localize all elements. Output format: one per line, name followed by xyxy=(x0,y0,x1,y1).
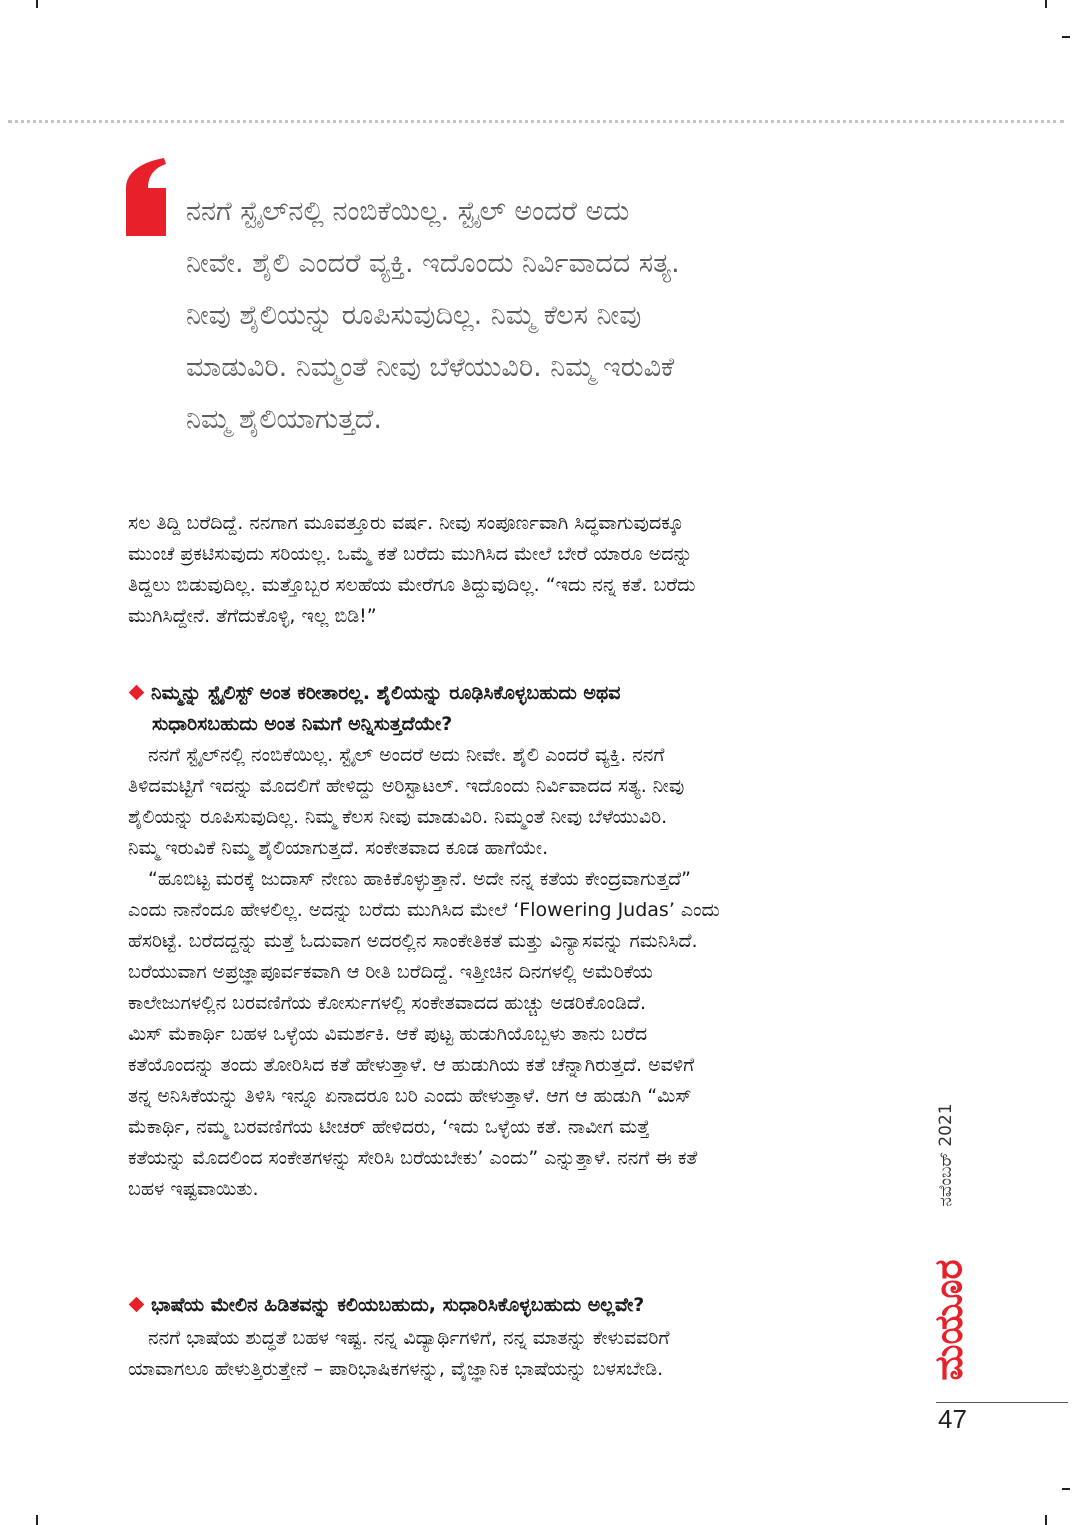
text-line: ತಿದ್ದಲು ಬಿಡುವುದಿಲ್ಲ. ಮತ್ತೊಬ್ಬರ ಸಲಹೆಯ ಮೇರೆಗೂ ತಿದ್ದುವುದಿಲ್ಲ. “ಇದು ನನ್ನ ಕತೆ. ಬರೆದು xyxy=(128,574,696,596)
pull-quote xyxy=(186,186,886,446)
magazine-logo-text: ಮಯೂರ xyxy=(926,1259,971,1381)
text-line: ಹೆಸರಿಟ್ಟೆ. ಬರೆದದ್ದನ್ನು ಮತ್ತೆ ಓದುವಾಗ ಅದರಲ್ಲಿನ ಸಾಂಕೇತಿಕತೆ ಮತ್ತು ವಿನ್ಯಾಸವನ್ನು ಗಮನಿಸಿದೆ. xyxy=(128,930,698,952)
issue-date-text: ನವೆಂಬರ್ 2021 xyxy=(936,1103,956,1207)
pull-quote-line: ನೀವೇ. ಶೈಲಿ ಎಂದರೆ ವ್ಯಕ್ತಿ. ಇದೊಂದು ನಿರ್ವಿವಾದದ ಸತ್ಯ. xyxy=(186,248,680,279)
dotted-separator xyxy=(8,120,1064,123)
text-line: ಕತೆಯನ್ನು ಮೊದಲಿಂದ ಸಂಕೇತಗಳನ್ನು ಸೇರಿಸಿ ಬರೆಯಬೇಕು’ ಎಂದು” ಎನ್ನುತ್ತಾಳೆ. ನನಗೆ ಈ ಕತೆ xyxy=(128,1147,698,1169)
text-line: ಮಿಸ್ ಮೆಕಾರ್ಥಿ ಬಹಳ ಒಳ್ಳೆಯ ವಿಮರ್ಶಕಿ. ಆಕೆ ಪುಟ್ಟ ಹುಡುಗಿಯೊಬ್ಬಳು ತಾನು ಬರೆದ xyxy=(128,1023,648,1045)
page-number: 47 xyxy=(938,1404,967,1434)
question-line: ಸುಧಾರಿಸಬಹುದು ಅಂತ ನಿಮಗೆ ಅನ್ನಿಸುತ್ತದೆಯೇ? xyxy=(152,713,453,735)
quote-mark-icon xyxy=(124,158,168,238)
question-line xyxy=(128,678,898,709)
diamond-bullet-icon xyxy=(129,685,145,701)
text-line: ಮುಂಚೆ ಪ್ರಕಟಿಸುವುದು ಸರಿಯಲ್ಲ. ಒಮ್ಮೆ ಕತೆ ಬರೆದು ಮುಗಿಸಿದ ಮೇಲೆ ಬೇರೆ ಯಾರೂ ಅದನ್ನು xyxy=(128,543,693,565)
question-language xyxy=(128,1290,898,1321)
text-line: ನನಗೆ ಸ್ಟೈಲ್‌ನಲ್ಲಿ ನಂಬಿಕೆಯಿಲ್ಲ. ಸ್ಟೈಲ್ ಅಂದರೆ ಅದು ನೀವೇ. ಶೈಲಿ ಎಂದರೆ ವ್ಯಕ್ತಿ. ನನಗೆ xyxy=(148,744,665,766)
text-line: ತಿಳಿದಮಟ್ಟಿಗೆ ಇದನ್ನು ಮೊದಲಿಗೆ ಹೇಳಿದ್ದು ಅರಿಸ್ಟಾಟಲ್. ಇದೊಂದು ನಿರ್ವಿವಾದದ ಸತ್ಯ. ನೀವು xyxy=(128,775,685,797)
pull-quote-line: ನಿಮ್ಮ ಶೈಲಿಯಾಗುತ್ತದೆ. xyxy=(186,404,382,435)
text-line: ಕತೆಯೊಂದನ್ನು ತಂದು ತೋರಿಸಿದ ಕತೆ ಹೇಳುತ್ತಾಳೆ. ಆ ಹುಡುಗಿಯ ಕತೆ ಚೆನ್ನಾಗಿರುತ್ತದೆ. ಅವಳಿಗೆ xyxy=(128,1054,695,1076)
answer-style xyxy=(128,740,898,1205)
pull-quote-line: ನೀವು ಶೈಲಿಯನ್ನು ರೂಪಿಸುವುದಿಲ್ಲ. ನಿಮ್ಮ ಕೆಲಸ ನೀವು xyxy=(186,300,642,331)
text-line: “ಹೂಬಿಟ್ಟ ಮರಕ್ಕೆ ಜುದಾಸ್ ನೇಣು ಹಾಕಿಕೊಳ್ಳುತ್ತಾನೆ. ಅದೇ ನನ್ನ ಕತೆಯ ಕೇಂದ್ರವಾಗುತ್ತದೆ” xyxy=(148,868,692,890)
question-style xyxy=(128,678,898,740)
crop-mark-bottom-left xyxy=(36,1515,38,1525)
crop-mark-top-right xyxy=(1045,0,1047,8)
diamond-bullet-icon xyxy=(129,1297,145,1313)
question-text: ಭಾಷೆಯ ಮೇಲಿನ ಹಿಡಿತವನ್ನು ಕಲಿಯಬಹುದು, ಸುಧಾರಿಸಿಕೊಳ್ಳಬಹುದು ಅಲ್ಲವೇ? xyxy=(151,1294,645,1316)
text-line: ಬಹಳ ಇಷ್ಟವಾಯಿತು. xyxy=(128,1178,259,1200)
pull-quote-line: ಮಾಡುವಿರಿ. ನಿಮ್ಮಂತೆ ನೀವು ಬೆಳೆಯುವಿರಿ. ನಿಮ್ಮ ಇರುವಿಕೆ xyxy=(186,352,675,383)
text-line: ಸಲ ತಿದ್ದಿ ಬರೆದಿದ್ದೆ. ನನಗಾಗ ಮೂವತ್ತೂರು ವರ್ಷ. ನೀವು ಸಂಪೂರ್ಣವಾಗಿ ಸಿದ್ಧವಾಗುವುದಕ್ಕೂ xyxy=(128,512,684,534)
pull-quote-line: ನನಗೆ ಸ್ಟೈಲ್‌ನಲ್ಲಿ ನಂಬಿಕೆಯಿಲ್ಲ. ಸ್ಟೈಲ್ ಅಂದರೆ ಅದು xyxy=(186,196,630,227)
crop-mark-right-lower xyxy=(1062,1488,1070,1490)
answer-language xyxy=(128,1323,898,1385)
text-line: ತನ್ನ ಅನಿಸಿಕೆಯನ್ನು ತಿಳಿಸಿ ಇನ್ನೂ ಏನಾದರೂ ಬರಿ ಎಂದು ಹೇಳುತ್ತಾಳೆ. ಆಗ ಆ ಹುಡುಗಿ “ಮಿಸ್ xyxy=(128,1085,692,1107)
page-number-rule xyxy=(936,1402,1068,1403)
text-line: ಬರೆಯುವಾಗ ಅಪ್ರಜ್ಞಾಪೂರ್ವಕವಾಗಿ ಆ ರೀತಿ ಬರೆದಿದ್ದೆ. ಇತ್ತೀಚಿನ ದಿನಗಳಲ್ಲಿ ಅಮೆರಿಕೆಯ xyxy=(128,961,653,983)
text-line: ಶೈಲಿಯನ್ನು ರೂಪಿಸುವುದಿಲ್ಲ. ನಿಮ್ಮ ಕೆಲಸ ನೀವು ಮಾಡುವಿರಿ. ನಿಮ್ಮಂತೆ ನೀವು ಬೆಳೆಯುವಿರಿ. xyxy=(128,806,668,828)
question-text: ನಿಮ್ಮನ್ನು ಸ್ಟೈಲಿಸ್ಟ್ ಅಂತ ಕರೀತಾರಲ್ಲ. ಶೈಲಿಯನ್ನು ರೂಢಿಸಿಕೊಳ್ಳಬಹುದು ಅಥವ xyxy=(151,682,621,704)
magazine-logo xyxy=(926,1245,972,1395)
text-line: ಮುಗಿಸಿದ್ದೇನೆ. ತೆಗೆದುಕೊಳ್ಳಿ, ಇಲ್ಲ ಬಿಡಿ!” xyxy=(128,605,377,627)
crop-mark-top-left xyxy=(36,0,38,8)
issue-date xyxy=(926,1090,966,1220)
text-line: ಕಾಲೇಜುಗಳಲ್ಲಿನ ಬರವಣಿಗೆಯ ಕೋರ್ಸುಗಳಲ್ಲಿ ಸಂಕೇತವಾದದ ಹುಚ್ಚು ಅಡರಿಕೊಂಡಿದೆ. xyxy=(128,992,646,1014)
question-line xyxy=(128,1290,898,1321)
text-line: ನಿಮ್ಮ ಇರುವಿಕೆ ನಿಮ್ಮ ಶೈಲಿಯಾಗುತ್ತದೆ. ಸಂಕೇತವಾದ ಕೂಡ ಹಾಗೆಯೇ. xyxy=(128,837,549,859)
text-line: ಮೆಕಾರ್ಥಿ, ನಮ್ಮ ಬರವಣಿಗೆಯ ಟೀಚರ್ ಹೇಳಿದರು, ‘ಇದು ಒಳ್ಳೆಯ ಕತೆ. ನಾವೀಗ ಮತ್ತೆ xyxy=(128,1116,650,1138)
paragraph-intro xyxy=(128,508,898,632)
text-line: ನನಗೆ ಭಾಷೆಯ ಶುದ್ಧತೆ ಬಹಳ ಇಷ್ಟ. ನನ್ನ ವಿದ್ಯಾರ್ಥಿಗಳಿಗೆ, ನನ್ನ ಮಾತನ್ನು ಕೇಳುವವರಿಗೆ xyxy=(148,1327,670,1349)
crop-mark-right-upper xyxy=(1062,36,1070,38)
text-line: ಯಾವಾಗಲೂ ಹೇಳುತ್ತಿರುತ್ತೇನೆ – ಪಾರಿಭಾಷಿಕಗಳನ್ನು, ವೈಜ್ಞಾನಿಕ ಭಾಷೆಯನ್ನು ಬಳಸಬೇಡಿ. xyxy=(128,1358,664,1380)
crop-mark-bottom-right xyxy=(1045,1515,1047,1525)
text-line: ಎಂದು ನಾನೆಂದೂ ಹೇಳಲಿಲ್ಲ. ಅದನ್ನು ಬರೆದು ಮುಗಿಸಿದ ಮೇಲೆ ‘Flowering Judas’ ಎಂದು xyxy=(128,899,720,921)
